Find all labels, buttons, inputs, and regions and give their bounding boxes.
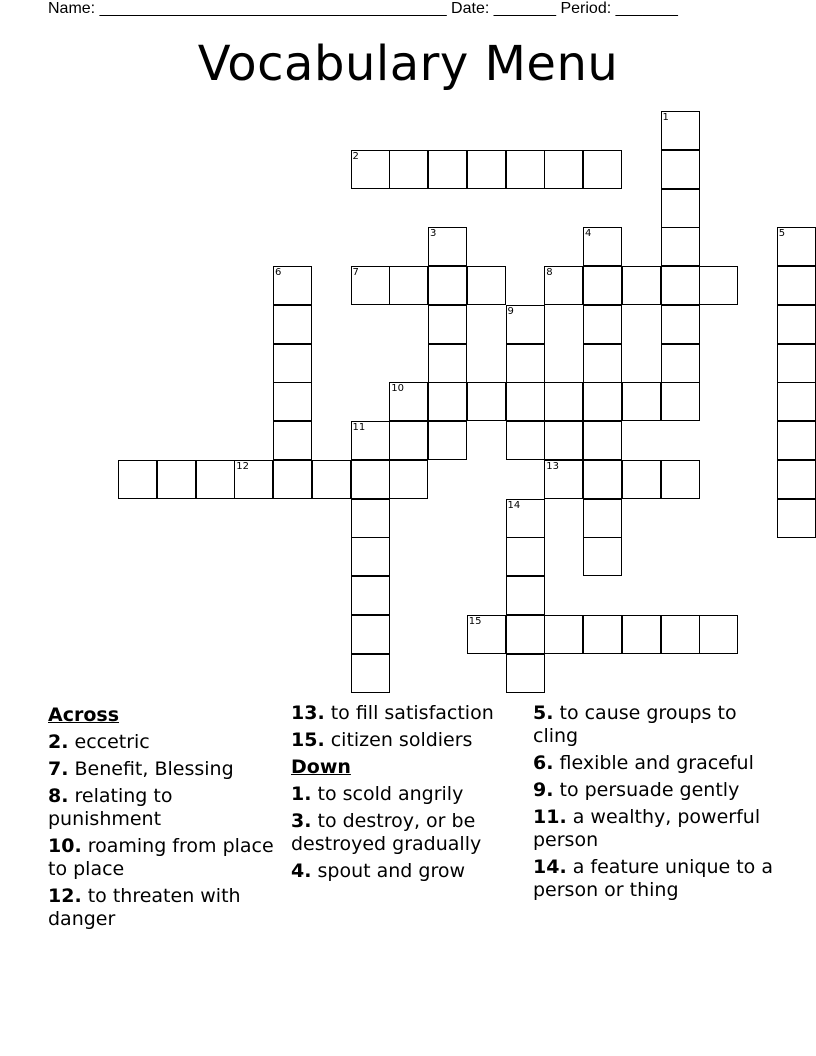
clue-text: to fill satisfaction (330, 702, 494, 724)
clue-text: roaming from place to place (48, 835, 274, 880)
down-clue (291, 783, 523, 806)
crossword-cell[interactable] (389, 460, 428, 499)
clue-number: 14. (533, 856, 567, 878)
down-clue (533, 856, 773, 902)
across-clue (48, 785, 280, 831)
crossword-cell[interactable] (661, 344, 700, 383)
crossword-cell[interactable] (389, 421, 428, 460)
clue-number-label: 6 (275, 267, 282, 278)
crossword-cell[interactable] (544, 615, 583, 654)
crossword-cell[interactable] (273, 305, 312, 344)
crossword-cell[interactable] (273, 382, 312, 421)
clue-number-label: 11 (352, 422, 366, 433)
clue-text: to scold angrily (317, 783, 464, 805)
crossword-cell[interactable] (118, 460, 157, 499)
crossword-cell[interactable] (467, 266, 506, 305)
clue-text: Benefit, Blessing (74, 758, 234, 780)
clue-number-label: 9 (507, 305, 514, 317)
crossword-cell[interactable] (428, 227, 467, 266)
crossword-cell[interactable] (583, 150, 622, 189)
crossword-cell[interactable] (428, 421, 467, 460)
crossword-cell[interactable] (661, 305, 700, 344)
clue-number: 13. (291, 702, 325, 724)
across-clue (48, 758, 280, 781)
crossword-cell[interactable] (777, 266, 816, 305)
clue-number-label: 15 (468, 615, 482, 627)
crossword-cell[interactable] (506, 499, 545, 538)
crossword-cell[interactable] (661, 615, 700, 654)
crossword-cell[interactable] (506, 615, 545, 654)
crossword-cell[interactable] (777, 460, 816, 499)
crossword-cell[interactable] (351, 421, 390, 460)
clue-number-label: 12 (236, 460, 249, 472)
crossword-cell[interactable] (467, 615, 506, 654)
crossword-cell[interactable] (467, 382, 506, 421)
across-clue (291, 702, 523, 725)
crossword-cell[interactable] (428, 344, 467, 383)
clue-number: 5. (533, 702, 554, 724)
clue-text: to destroy, or be destroyed gradually (291, 810, 482, 855)
student-info-line: Name: _______________________________________ Date: _______ Period: _______ (48, 0, 678, 17)
clue-number: 3. (291, 810, 312, 832)
clue-column-1 (48, 702, 280, 935)
clue-text: to threaten with danger (48, 885, 241, 930)
crossword-cell[interactable] (583, 382, 622, 421)
clue-number: 12. (48, 885, 82, 907)
crossword-cell[interactable] (234, 460, 273, 499)
crossword-cell[interactable] (622, 266, 661, 305)
crossword-cell[interactable] (777, 382, 816, 421)
crossword-cell[interactable] (583, 421, 622, 460)
crossword-cell[interactable] (506, 654, 545, 693)
clue-column-2 (291, 702, 523, 887)
crossword-cell[interactable] (699, 615, 738, 654)
crossword-cell[interactable] (428, 266, 467, 305)
crossword-cell[interactable] (273, 266, 312, 305)
across-heading: Across (48, 704, 120, 726)
crossword-cell[interactable] (777, 344, 816, 383)
clue-number-label: 5 (778, 228, 786, 240)
clue-text: a wealthy, powerful person (533, 806, 761, 851)
clue-column-3 (533, 702, 773, 906)
down-clue (533, 806, 773, 852)
crossword-cell[interactable] (777, 421, 816, 460)
crossword-cell[interactable] (157, 460, 196, 499)
crossword-cell[interactable] (351, 266, 390, 305)
page-title: Vocabulary Menu (197, 36, 619, 92)
crossword-cell[interactable] (583, 615, 622, 654)
crossword-cell[interactable] (661, 382, 700, 421)
crossword-cell[interactable] (622, 615, 661, 654)
clue-text: to cause groups to cling (533, 702, 737, 747)
clue-text: to persuade gently (559, 779, 740, 801)
crossword-cell[interactable] (351, 150, 390, 189)
down-clue (533, 752, 773, 775)
crossword-cell[interactable] (506, 305, 545, 344)
crossword-cell[interactable] (351, 615, 390, 654)
clue-number: 15. (291, 729, 325, 751)
crossword-cell[interactable] (544, 460, 583, 499)
clue-number-label: 1 (662, 112, 669, 123)
clue-number: 2. (48, 731, 69, 753)
crossword-cell[interactable] (544, 421, 583, 460)
crossword-cell[interactable] (389, 266, 428, 305)
crossword-cell[interactable] (506, 150, 545, 189)
clue-text: relating to punishment (48, 785, 173, 830)
clue-text: spout and grow (317, 860, 466, 882)
crossword-cell[interactable] (661, 266, 700, 305)
crossword-cell[interactable] (506, 382, 545, 421)
crossword-cell[interactable] (351, 576, 390, 615)
crossword-cell[interactable] (583, 537, 622, 576)
crossword-cell[interactable] (661, 189, 700, 228)
crossword-cell[interactable] (622, 460, 661, 499)
crossword-cell[interactable] (467, 150, 506, 189)
crossword-cell[interactable] (506, 537, 545, 576)
across-clue (48, 885, 280, 931)
crossword-cell[interactable] (699, 266, 738, 305)
clue-number: 1. (291, 783, 312, 805)
clue-number-label: 14 (507, 499, 521, 511)
crossword-cell[interactable] (544, 150, 583, 189)
across-clue (48, 731, 280, 754)
clue-number: 8. (48, 785, 69, 807)
crossword-cell[interactable] (428, 305, 467, 344)
crossword-cell[interactable] (351, 654, 390, 693)
across-clue (291, 729, 523, 752)
crossword-cell[interactable] (351, 499, 390, 538)
crossword-cell[interactable] (389, 382, 428, 421)
crossword-cell[interactable] (661, 460, 700, 499)
crossword-cell[interactable] (273, 344, 312, 383)
down-heading: Down (291, 756, 351, 778)
down-clue (533, 702, 773, 748)
clue-number-label: 2 (352, 150, 359, 162)
crossword-cell[interactable] (428, 150, 467, 189)
clue-text: eccetric (74, 731, 150, 753)
crossword-cell[interactable] (777, 499, 816, 538)
crossword-cell[interactable] (583, 499, 622, 538)
crossword-cell[interactable] (583, 305, 622, 344)
crossword-cell[interactable] (428, 382, 467, 421)
clue-number-label: 8 (546, 267, 553, 278)
crossword-cell[interactable] (777, 305, 816, 344)
crossword-cell[interactable] (544, 382, 583, 421)
crossword-cell[interactable] (273, 460, 312, 499)
crossword-cell[interactable] (196, 460, 235, 499)
crossword-cell[interactable] (389, 150, 428, 189)
clue-number: 9. (533, 779, 554, 801)
clue-number-label: 3 (430, 228, 437, 240)
clue-number-label: 4 (585, 228, 592, 240)
clue-number: 4. (291, 860, 312, 882)
crossword-cell[interactable] (661, 150, 700, 189)
crossword-cell[interactable] (506, 421, 545, 460)
down-clue (533, 779, 773, 802)
clue-number: 11. (533, 806, 567, 828)
clue-text: citizen soldiers (330, 729, 473, 751)
crossword-cell[interactable] (506, 344, 545, 383)
clue-number-label: 10 (391, 383, 404, 395)
crossword-cell[interactable] (312, 460, 351, 499)
crossword-cell[interactable] (622, 382, 661, 421)
clue-number: 6. (533, 752, 554, 774)
crossword-cell[interactable] (273, 421, 312, 460)
crossword-cell[interactable] (777, 227, 816, 266)
across-clue (48, 835, 280, 881)
crossword-cell[interactable] (351, 537, 390, 576)
crossword-cell[interactable] (506, 576, 545, 615)
crossword-cell[interactable] (583, 227, 622, 266)
down-clue (291, 810, 523, 856)
crossword-cell[interactable] (661, 111, 700, 150)
clue-number: 10. (48, 835, 82, 857)
crossword-cell[interactable] (351, 460, 390, 499)
clue-number: 7. (48, 758, 69, 780)
down-clue (291, 860, 523, 883)
crossword-cell[interactable] (661, 227, 700, 266)
clue-number-label: 7 (352, 267, 359, 278)
crossword-cell[interactable] (544, 266, 583, 305)
crossword-cell[interactable] (583, 344, 622, 383)
clue-text: flexible and graceful (559, 752, 754, 774)
clue-text: a feature unique to a person or thing (533, 856, 773, 901)
crossword-cell[interactable] (583, 266, 622, 305)
crossword-cell[interactable] (583, 460, 622, 499)
clue-number-label: 13 (546, 460, 559, 472)
